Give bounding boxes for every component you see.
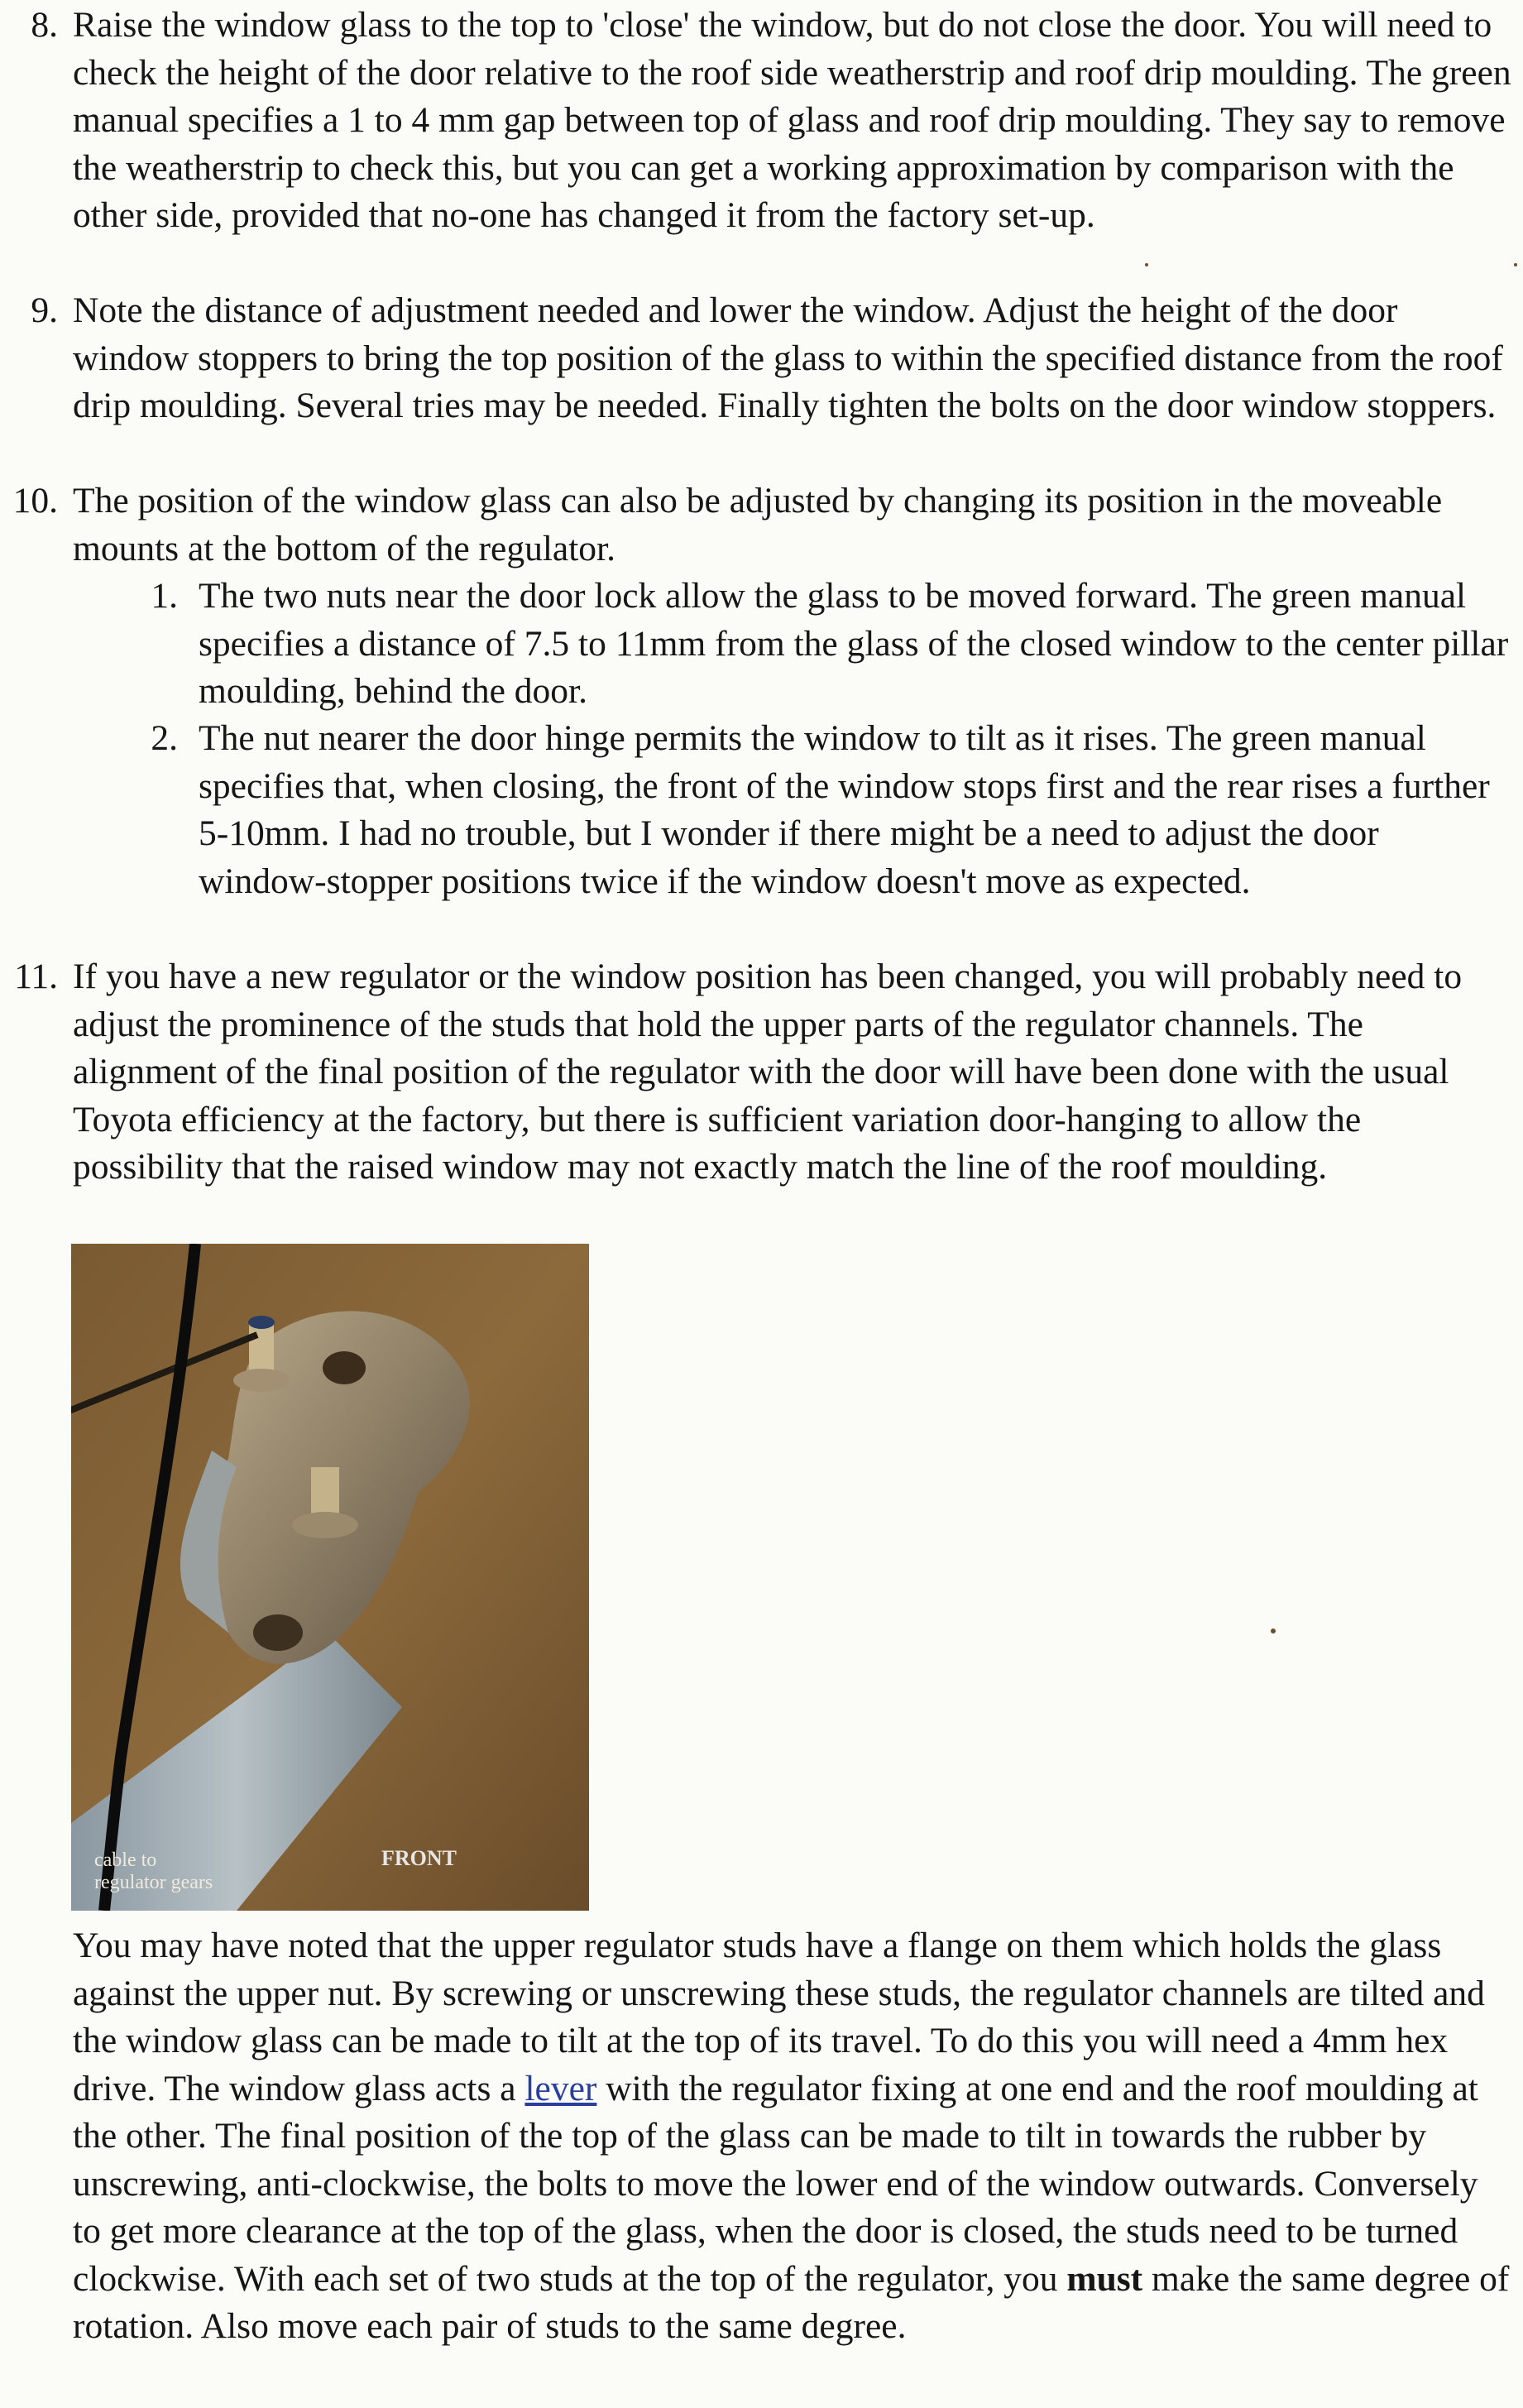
list-item-text: The two nuts near the door lock allow the glass to be moved forward. The green manual specifies a distance of 7.5 to 11mm from the glass of the closed window to the center pillar moulding, behind the door. <box>199 576 1509 711</box>
front-label: FRONT <box>381 1846 457 1870</box>
list-item-text: Note the distance of adjustment needed and lower the window. Adjust the height of the door window stoppers to bring the top position of the glass to within the specified distance from the roof drip moulding. Several tries may be needed. Finally tighten the bolts on the door window stoppers. <box>73 290 1503 425</box>
list-number: 1. <box>151 576 178 616</box>
regulator-photo <box>71 1244 589 1911</box>
scan-speck <box>1271 1629 1276 1633</box>
lower-hole <box>253 1614 303 1651</box>
closing-paragraph <box>73 1922 1512 2351</box>
closing-text-part3: make the same degree of rotation. Also move each pair of studs to the same degree. <box>73 2258 1510 2346</box>
list-number: 2. <box>151 718 178 758</box>
emphasis-must: must <box>1066 2258 1143 2299</box>
list-number: 10. <box>12 481 58 520</box>
list-item-text: If you have a new regulator or the window position has been changed, you will probably need to adjust the prominence of the studs that hold the upper parts of the regulator channels. The alignment of the final position of the regulator with the door will have been done with the usual Toyota efficiency at the factory, but there is sufficient variation door-hanging to allow the possibility that the raised window may not exactly match the line of the roof moulding. <box>73 957 1463 1187</box>
scan-speck <box>1145 263 1148 266</box>
sub-list-item-1 <box>151 573 1514 716</box>
scan-speck <box>1514 263 1517 266</box>
list-number: 8. <box>31 5 58 45</box>
cable-label-line1: cable to <box>94 1849 157 1871</box>
list-number: 11. <box>14 957 58 996</box>
list-item-9 <box>31 287 1512 430</box>
lever-link[interactable]: lever <box>524 2068 597 2108</box>
mount-hole <box>323 1351 366 1384</box>
list-item-text: Raise the window glass to the top to 'close' the window, but do not close the door. You will need to check the height of the door relative to the roof side weatherstrip and roof drip moulding. The green manual specifies a 1 to 4 mm gap between top of glass and roof drip moulding. They say to remove the weatherstrip to check this, but you can get a working approximation by comparison with the other side, provided that no-one has changed it from the factory set-up. <box>73 5 1511 235</box>
list-item-11 <box>14 953 1512 1192</box>
list-item-8 <box>31 2 1512 240</box>
closing-text-part1: You may have noted that the upper regulator studs have a flange on them which holds the glass against the upper nut. By screwing or unscrewing these studs, the regulator channels are tilted and the window glass can be made to tilt at the top of its travel. To do this you will need a 4mm hex drive. The window glass acts a <box>73 1926 1485 2108</box>
list-item-text: The position of the window glass can also be adjusted by changing its position in the moveable mounts at the bottom of the regulator. <box>73 481 1443 568</box>
sub-list-item-2 <box>151 715 1514 905</box>
list-number: 9. <box>31 290 58 330</box>
list-item-10 <box>12 477 1512 573</box>
cable-label-line2: regulator gears <box>94 1872 213 1893</box>
list-item-text: The nut nearer the door hinge permits the window to tilt as it rises. The green manual specifies that, when closing, the front of the window stops first and the rear rises a further 5-10mm. I had no trouble, but I wonder if there might be a need to adjust the door window-stopper positions twice if the window doesn't move as expected. <box>199 718 1490 901</box>
closing-text-part2: with the regulator fixing at one end and the roof moulding at the other. The final position of the top of the glass can be made to tilt in towards the rubber by unscrewing, anti-clockwise, the bolts to move the lower end of the window outwards. Conversely to get more clearance at the top of the glass, when the door is closed, the studs need to be turned clockwise. With each set of two studs at the top of the regulator, you <box>73 2068 1478 2299</box>
